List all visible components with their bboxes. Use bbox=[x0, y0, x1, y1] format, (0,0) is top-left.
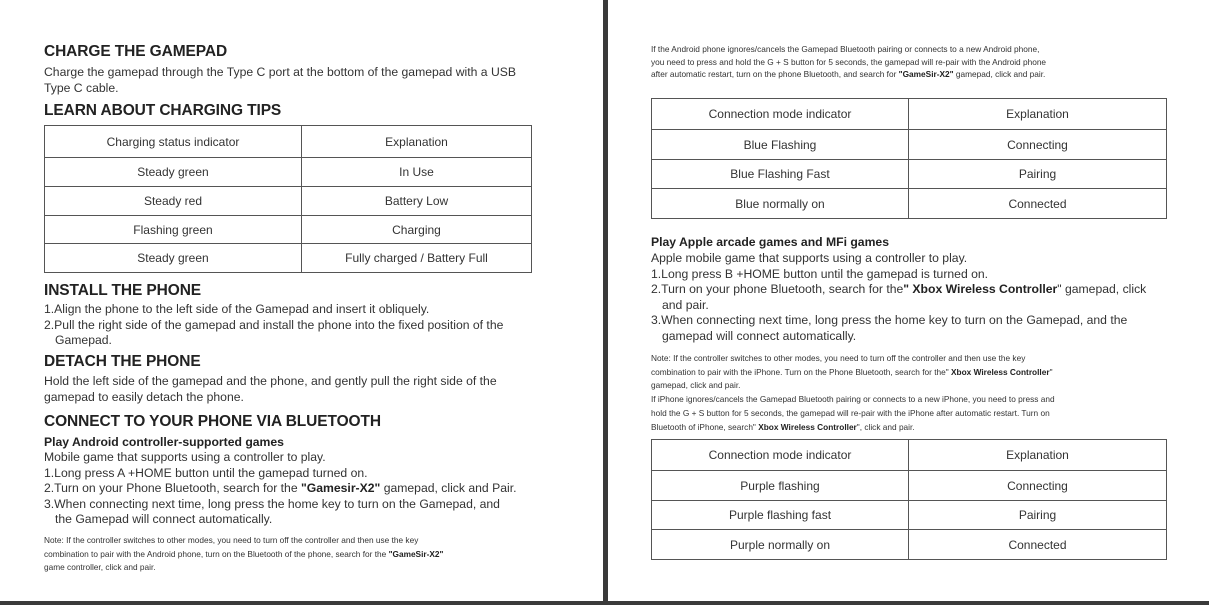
table-cell: Pairing bbox=[909, 501, 1167, 530]
android-intro: Mobile game that supports using a controller to play. bbox=[44, 450, 326, 464]
android-step-3: 3.When connecting next time, long press the home key to turn on the Gamepad, and bbox=[44, 496, 500, 511]
android-repair-text bbox=[651, 43, 1196, 81]
apple-step-2-cont: and pair. bbox=[662, 297, 709, 312]
apple-repair-line-2: hold the G + S button for 5 seconds, the gamepad will re-pair with the iPhone after automatic restart. Turn on bbox=[651, 407, 1050, 418]
apple-note bbox=[651, 352, 1206, 434]
android-step-3-cont: the Gamepad will connect automatically. bbox=[55, 512, 273, 526]
left-page bbox=[0, 0, 603, 605]
table-cell: Pairing bbox=[909, 160, 1167, 189]
apple-note-line-3: gamepad, click and pair. bbox=[651, 380, 741, 391]
android-step-1: 1.Long press A +HOME button until the gamepad turned on. bbox=[44, 465, 368, 480]
apple-step-1: 1.Long press B +HOME button until the gamepad is turned on. bbox=[651, 266, 989, 281]
apple-step-2: 2.Turn on your phone Bluetooth, search for the" Xbox Wireless Controller" gamepad, click bbox=[651, 282, 1147, 296]
table-cell: Fully charged / Battery Full bbox=[302, 244, 532, 273]
table-cell: Connecting bbox=[909, 130, 1167, 160]
table-cell: Connected bbox=[909, 189, 1167, 219]
table-header-cell: Explanation bbox=[302, 126, 532, 158]
apple-steps bbox=[651, 251, 1206, 344]
table-cell: Purple normally on bbox=[652, 530, 909, 560]
gamepad-name: "Gamesir-X2" bbox=[301, 481, 381, 495]
charge-text-line-2: Type C cable. bbox=[44, 81, 119, 95]
table-header-cell: Explanation bbox=[909, 440, 1167, 471]
table-row bbox=[652, 471, 1167, 501]
install-step-2: 2.Pull the right side of the gamepad and install the phone into the fixed position of the bbox=[44, 317, 504, 332]
table-row bbox=[652, 160, 1167, 189]
android-repair-line-2: you need to press and hold the G + S button for 5 seconds, the gamepad will re-pair with the Android phone bbox=[651, 56, 1047, 67]
table-row bbox=[652, 530, 1167, 560]
table-cell: Blue Flashing bbox=[652, 130, 909, 160]
android-repair-line-3: after automatic restart, turn on the phone Bluetooth, and search for "GameSir-X2" gamepad, click and pair. bbox=[651, 69, 1046, 79]
android-steps bbox=[44, 450, 589, 528]
apple-repair-line-1: If iPhone ignores/cancels the Gamepad Bluetooth pairing or connects to a new iPhone, you need to press and bbox=[651, 394, 1055, 405]
table-row bbox=[652, 189, 1167, 219]
table-cell: Blue normally on bbox=[652, 189, 909, 219]
apple-note-line-1: Note: If the controller switches to other modes, you need to turn off the controller and then use the key bbox=[651, 353, 1026, 363]
detach-text-line-1: Hold the left side of the gamepad and the phone, and gently pull the right side of the bbox=[44, 374, 497, 388]
controller-name: " Xbox Wireless Controller bbox=[903, 282, 1058, 296]
android-note-line-1: Note: If the controller switches to other modes, you need to turn off the controller and then use the key bbox=[44, 535, 419, 545]
android-step-2: 2.Turn on your Phone Bluetooth, search for the "Gamesir-X2" gamepad, click and Pair. bbox=[44, 481, 517, 495]
install-step-1: 1.Align the phone to the left side of the Gamepad and insert it obliquely. bbox=[44, 302, 430, 316]
table-cell: Steady red bbox=[45, 187, 302, 216]
table-header-cell: Explanation bbox=[909, 99, 1167, 130]
android-repair-line-1: If the Android phone ignores/cancels the Gamepad Bluetooth pairing or connects to a new Android phone, bbox=[651, 44, 1040, 54]
android-note-line-2: combination to pair with the Android phone, turn on the Bluetooth of the phone, search for the "GameSir-X2" bbox=[44, 548, 444, 559]
controller-name: Xbox Wireless Controller bbox=[755, 421, 857, 432]
table-cell: Charging bbox=[302, 216, 532, 244]
table-cell: Purple flashing bbox=[652, 471, 909, 501]
table-row bbox=[652, 130, 1167, 160]
bluetooth-title: CONNECT TO YOUR PHONE VIA BLUETOOTH bbox=[44, 413, 381, 430]
table-cell: Blue Flashing Fast bbox=[652, 160, 909, 189]
apple-note-line-2: combination to pair with the iPhone. Turn on the Phone Bluetooth, search for the" Xbox Wireless Controller" bbox=[651, 366, 1053, 377]
table-cell: Connected bbox=[909, 530, 1167, 560]
install-step-2-cont: Gamepad. bbox=[55, 333, 112, 347]
charge-text-line-1: Charge the gamepad through the Type C port at the bottom of the gamepad with a USB bbox=[44, 65, 516, 79]
detach-text-line-2: gamepad to easily detach the phone. bbox=[44, 389, 244, 404]
bottom-edge bbox=[0, 601, 1209, 605]
install-title: INSTALL THE PHONE bbox=[44, 282, 202, 299]
android-note-line-3: game controller, click and pair. bbox=[44, 562, 156, 572]
android-connection-table bbox=[651, 98, 1167, 219]
table-row bbox=[45, 158, 532, 187]
table-cell: Flashing green bbox=[45, 216, 302, 244]
detach-text bbox=[44, 374, 589, 405]
android-note bbox=[44, 534, 589, 575]
table-row bbox=[45, 216, 532, 244]
table-cell: Steady green bbox=[45, 244, 302, 273]
charging-tips-title: LEARN ABOUT CHARGING TIPS bbox=[44, 102, 282, 119]
apple-repair-line-3: Bluetooth of iPhone, search" Xbox Wireless Controller", click and pair. bbox=[651, 421, 915, 432]
table-header-row bbox=[652, 440, 1167, 471]
apple-step-3: 3.When connecting next time, long press the home key to turn on the Gamepad, and the bbox=[651, 313, 1128, 327]
table-cell: Battery Low bbox=[302, 187, 532, 216]
table-row bbox=[45, 244, 532, 273]
apple-intro: Apple mobile game that supports using a controller to play. bbox=[651, 251, 968, 265]
apple-connection-table bbox=[651, 439, 1167, 560]
table-row bbox=[45, 187, 532, 216]
right-page bbox=[608, 0, 1209, 605]
detach-title: DETACH THE PHONE bbox=[44, 353, 201, 370]
apple-subtitle: Play Apple arcade games and MFi games bbox=[651, 235, 889, 249]
table-header-row bbox=[45, 126, 532, 158]
table-header-row bbox=[652, 99, 1167, 130]
install-steps bbox=[44, 302, 589, 349]
controller-name: Xbox Wireless Controller bbox=[948, 366, 1050, 377]
table-cell: Steady green bbox=[45, 158, 302, 187]
table-cell: In Use bbox=[302, 158, 532, 187]
table-cell: Connecting bbox=[909, 471, 1167, 501]
gamepad-name: "GameSir-X2" bbox=[898, 69, 954, 79]
table-header-cell: Connection mode indicator bbox=[652, 99, 909, 130]
charge-text bbox=[44, 64, 584, 96]
table-cell: Purple flashing fast bbox=[652, 501, 909, 530]
charging-status-table bbox=[44, 125, 532, 273]
charge-title: CHARGE THE GAMEPAD bbox=[44, 43, 228, 60]
android-subtitle: Play Android controller-supported games bbox=[44, 435, 284, 449]
table-header-cell: Charging status indicator bbox=[45, 126, 302, 158]
table-header-cell: Connection mode indicator bbox=[652, 440, 909, 471]
gamepad-name: "GameSir-X2" bbox=[388, 548, 444, 559]
apple-step-3-cont: gamepad will connect automatically. bbox=[662, 328, 857, 343]
table-row bbox=[652, 501, 1167, 530]
